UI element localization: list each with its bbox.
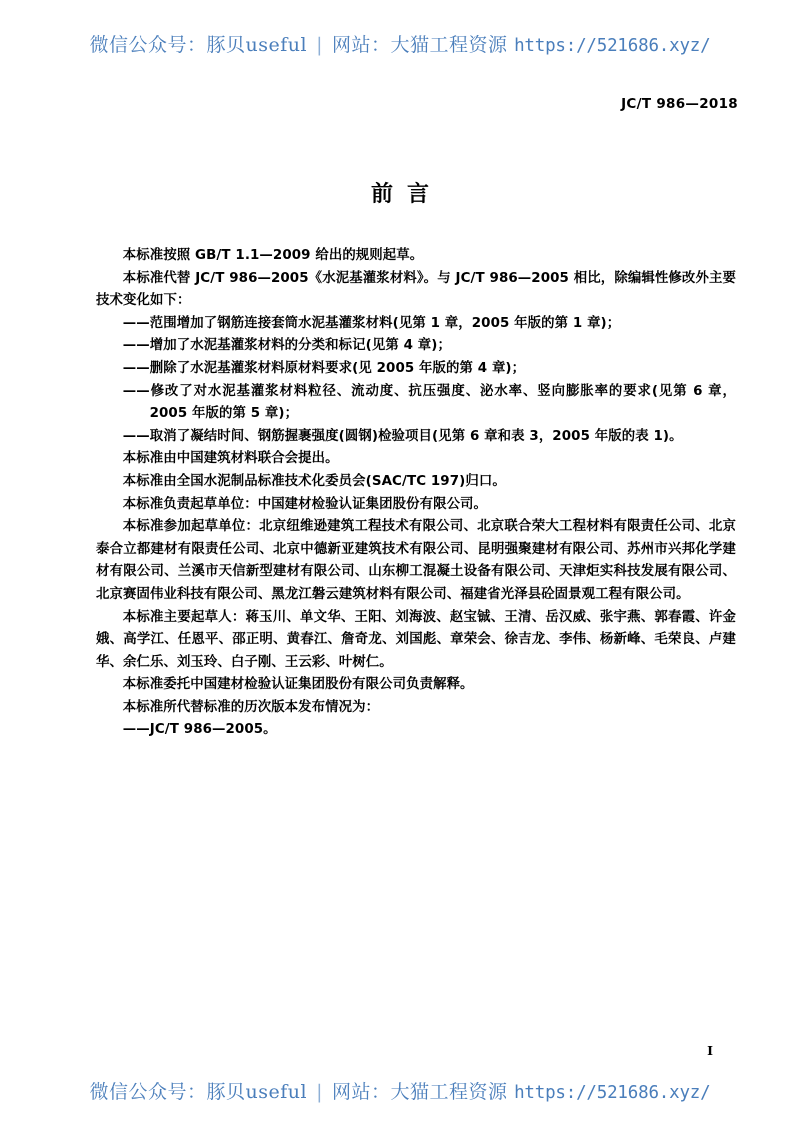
participating-drafting-units-paragraph: 本标准参加起草单位：北京纽维逊建筑工程技术有限公司、北京联合荣大工程材料有限责任公司、北京泰合立都建材有限责任公司、北京中德新亚建筑技术有限公司、昆明强聚建材有限公司、苏州市兴邦化学建材有限公司、兰溪市天信新型建材有限公司、山东柳工混凝土设备有限公司、天津炬实科技发展有限公司、北京赛固伟业科技有限公司、黑龙江磐云建筑材料有限公司、福建省光泽县砼固景观工程有限公司。 bbox=[96, 519, 736, 602]
main-drafters-paragraph: 本标准主要起草人：蒋玉川、单文华、王阳、刘海波、赵宝铖、王清、岳汉威、张宇燕、郭春霞、许金娥、高学江、任恩平、邵正明、黄春江、詹奇龙、刘国彪、章荣会、徐吉龙、李伟、杨新峰、毛荣良、卢建华、余仁乐、刘玉玲、白子刚、王云彩、叶树仁。 bbox=[96, 609, 736, 670]
proposed-by-paragraph: 本标准由中国建筑材料联合会提出。 bbox=[122, 451, 339, 467]
watermark-url: https://521686.xyz/ bbox=[514, 1083, 711, 1103]
watermark-footer bbox=[0, 1077, 800, 1104]
change-item: ——删除了水泥基灌浆材料原材料要求(见 2005 年版的第 4 章)； bbox=[122, 360, 526, 376]
foreword-paragraph: 本标准按照 GB/T 1.1—2009 给出的规则起草。 bbox=[122, 248, 424, 263]
watermark-site-label: 网站：大猫工程资源 bbox=[332, 1081, 508, 1103]
watermark-wechat-label: 微信公众号：豚贝useful bbox=[89, 34, 308, 56]
page-title: 前言 bbox=[370, 182, 443, 207]
history-intro-paragraph: 本标准所代替标准的历次版本发布情况为： bbox=[122, 699, 380, 715]
change-item: ——增加了水泥基灌浆材料的分类和标记(见第 4 章)； bbox=[122, 338, 451, 354]
watermark-separator: | bbox=[316, 1081, 324, 1103]
administered-by-paragraph: 本标准由全国水泥制品标准技术化委员会(SAC/TC 197)归口。 bbox=[122, 473, 506, 489]
standard-number: JC/T 986—2018 bbox=[621, 96, 738, 112]
watermark-wechat-label: 微信公众号：豚贝useful bbox=[89, 1081, 308, 1103]
foreword-paragraph: 本标准代替 JC/T 986—2005《水泥基灌浆材料》。与 JC/T 986—2005 相比，除编辑性修改外主要技术变化如下： bbox=[96, 270, 736, 309]
responsible-drafting-unit-paragraph: 本标准负责起草单位：中国建材检验认证集团股份有限公司。 bbox=[122, 496, 488, 512]
page-number: I bbox=[707, 1043, 713, 1058]
watermark-url: https://521686.xyz/ bbox=[514, 36, 711, 56]
change-item: ——范围增加了钢筋连接套筒水泥基灌浆材料(见第 1 章，2005 年版的第 1 章)； bbox=[122, 315, 621, 331]
watermark-separator: | bbox=[316, 34, 324, 56]
watermark-site-label: 网站：大猫工程资源 bbox=[332, 34, 508, 56]
change-item: ——取消了凝结时间、钢筋握裹强度(圆钢)检验项目(见第 6 章和表 3，2005 年版的表 1)。 bbox=[122, 428, 683, 444]
watermark-header bbox=[0, 30, 800, 57]
interpretation-paragraph: 本标准委托中国建材检验认证集团股份有限公司负责解释。 bbox=[122, 677, 474, 693]
change-item: ——修改了对水泥基灌浆材料粒径、流动度、抗压强度、泌水率、竖向膨胀率的要求(见第 6 章，2005 年版的第 5 章)； bbox=[122, 383, 736, 422]
history-item: ——JC/T 986—2005。 bbox=[122, 722, 277, 738]
foreword-body bbox=[96, 245, 736, 742]
